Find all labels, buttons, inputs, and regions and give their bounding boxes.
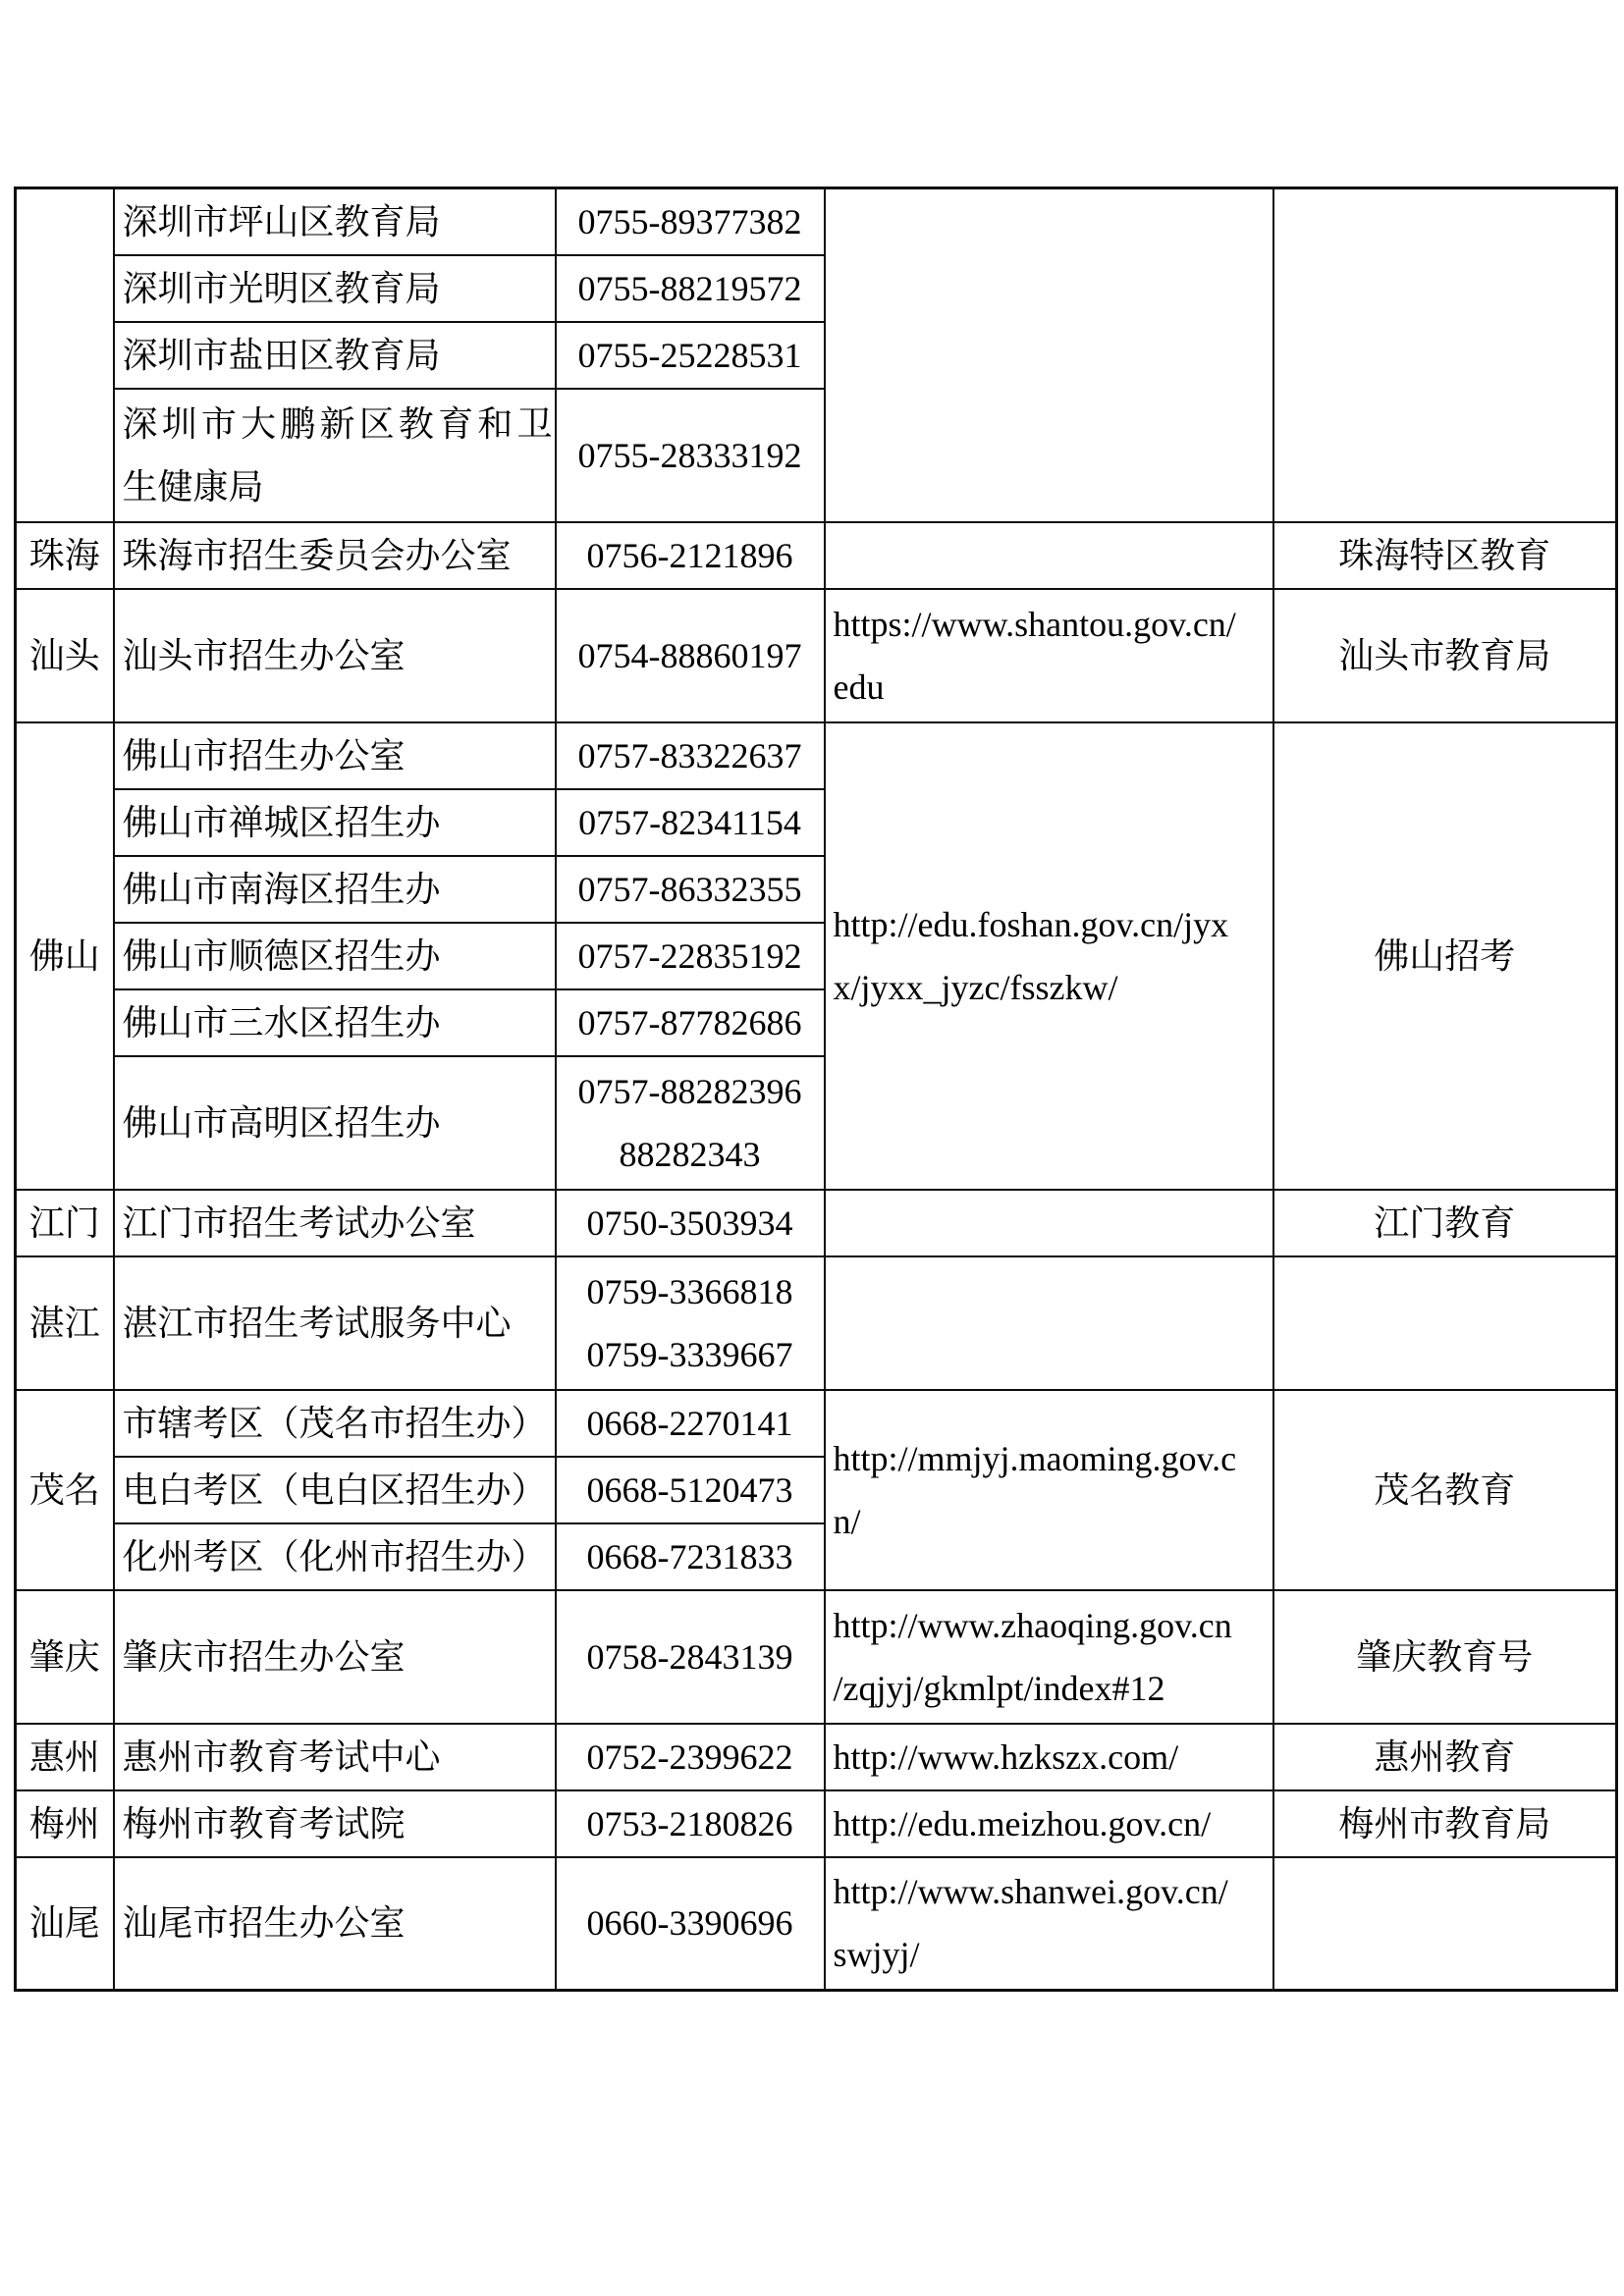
phone-cell: 0758-2843139 <box>556 1590 825 1724</box>
office-cell: 佛山市禅城区招生办 <box>114 789 556 856</box>
office-cell: 佛山市顺德区招生办 <box>114 923 556 989</box>
table-row <box>16 1190 1617 1256</box>
office-cell <box>114 389 556 522</box>
table-row <box>16 589 1617 722</box>
phone-cell: 0752-2399622 <box>556 1724 825 1790</box>
phone-cell: 0757-22835192 <box>556 923 825 989</box>
office-cell: 湛江市招生考试服务中心 <box>114 1256 556 1390</box>
office-cell: 化州考区（化州市招生办） <box>114 1523 556 1590</box>
name-cell: 惠州教育 <box>1273 1724 1617 1790</box>
cell-line: /zqjyj/gkmlpt/index#12 <box>833 1668 1165 1708</box>
table-row <box>16 1790 1617 1857</box>
cell-line: 深圳市大鹏新区教育和卫 <box>122 403 553 444</box>
name-cell: 佛山招考 <box>1273 722 1617 1190</box>
cell-line: 88282343 <box>619 1134 761 1174</box>
phone-cell: 0755-88219572 <box>556 255 825 322</box>
city-cell: 肇庆 <box>16 1590 114 1724</box>
office-cell: 肇庆市招生办公室 <box>114 1590 556 1724</box>
city-cell: 茂名 <box>16 1390 114 1590</box>
city-cell: 江门 <box>16 1190 114 1256</box>
cell-line: edu <box>833 667 885 707</box>
url-cell: http://www.hzkszx.com/ <box>825 1724 1273 1790</box>
name-cell <box>1273 1256 1617 1390</box>
url-cell: http://edu.meizhou.gov.cn/ <box>825 1790 1273 1857</box>
name-cell: 汕头市教育局 <box>1273 589 1617 722</box>
url-cell <box>825 1590 1273 1724</box>
name-cell: 茂名教育 <box>1273 1390 1617 1590</box>
cell-line: 0759-3366818 <box>586 1271 793 1311</box>
cell-line: https://www.shantou.gov.cn/ <box>833 604 1236 644</box>
cell-line: http://edu.foshan.gov.cn/jyx <box>833 904 1229 944</box>
name-cell: 珠海特区教育 <box>1273 522 1617 589</box>
phone-cell: 0757-86332355 <box>556 856 825 923</box>
phone-cell <box>556 1056 825 1190</box>
city-cell: 湛江 <box>16 1256 114 1390</box>
name-cell <box>1273 188 1617 522</box>
name-cell: 梅州市教育局 <box>1273 1790 1617 1857</box>
city-cell: 珠海 <box>16 522 114 589</box>
office-cell: 佛山市高明区招生办 <box>114 1056 556 1190</box>
table-row <box>16 1857 1617 1991</box>
office-cell: 汕头市招生办公室 <box>114 589 556 722</box>
phone-cell <box>556 1256 825 1390</box>
city-cell: 汕尾 <box>16 1857 114 1991</box>
phone-cell: 0753-2180826 <box>556 1790 825 1857</box>
cell-line: swjyj/ <box>833 1935 920 1975</box>
city-cell <box>16 188 114 522</box>
url-cell <box>825 1857 1273 1991</box>
contact-table-body <box>16 188 1617 1991</box>
office-cell: 佛山市南海区招生办 <box>114 856 556 923</box>
phone-cell: 0755-89377382 <box>556 188 825 255</box>
cell-line: http://www.shanwei.gov.cn/ <box>833 1872 1228 1912</box>
url-cell <box>825 589 1273 722</box>
name-cell: 肇庆教育号 <box>1273 1590 1617 1724</box>
cell-line: http://www.zhaoqing.gov.cn <box>833 1605 1232 1645</box>
phone-cell: 0756-2121896 <box>556 522 825 589</box>
phone-cell: 0757-83322637 <box>556 722 825 789</box>
phone-cell: 0757-87782686 <box>556 989 825 1056</box>
city-cell: 惠州 <box>16 1724 114 1790</box>
office-cell: 深圳市盐田区教育局 <box>114 322 556 389</box>
phone-cell: 0757-82341154 <box>556 789 825 856</box>
cell-line: 0757-88282396 <box>577 1071 802 1111</box>
phone-cell: 0754-88860197 <box>556 589 825 722</box>
office-cell: 深圳市光明区教育局 <box>114 255 556 322</box>
city-cell: 佛山 <box>16 722 114 1190</box>
cell-line: 生健康局 <box>122 466 264 507</box>
table-row <box>16 1256 1617 1390</box>
table-row <box>16 1590 1617 1724</box>
phone-cell: 0755-25228531 <box>556 322 825 389</box>
phone-cell: 0660-3390696 <box>556 1857 825 1991</box>
table-row <box>16 1724 1617 1790</box>
phone-cell: 0750-3503934 <box>556 1190 825 1256</box>
contact-table <box>14 187 1618 1992</box>
table-row <box>16 188 1617 255</box>
cell-line: http://mmjyj.maoming.gov.c <box>833 1438 1237 1478</box>
office-cell: 汕尾市招生办公室 <box>114 1857 556 1991</box>
url-cell <box>825 722 1273 1190</box>
office-cell: 深圳市坪山区教育局 <box>114 188 556 255</box>
office-cell: 梅州市教育考试院 <box>114 1790 556 1857</box>
office-cell: 佛山市招生办公室 <box>114 722 556 789</box>
office-cell: 佛山市三水区招生办 <box>114 989 556 1056</box>
table-row <box>16 522 1617 589</box>
url-cell <box>825 1256 1273 1390</box>
url-cell <box>825 522 1273 589</box>
phone-cell: 0755-28333192 <box>556 389 825 522</box>
city-cell: 梅州 <box>16 1790 114 1857</box>
url-cell <box>825 1190 1273 1256</box>
table-row <box>16 722 1617 789</box>
city-cell: 汕头 <box>16 589 114 722</box>
phone-cell: 0668-5120473 <box>556 1457 825 1523</box>
phone-cell: 0668-2270141 <box>556 1390 825 1457</box>
office-cell: 惠州市教育考试中心 <box>114 1724 556 1790</box>
phone-cell: 0668-7231833 <box>556 1523 825 1590</box>
cell-line: x/jyxx_jyzc/fsszkw/ <box>833 967 1118 1007</box>
url-cell <box>825 1390 1273 1590</box>
office-cell: 江门市招生考试办公室 <box>114 1190 556 1256</box>
office-cell: 电白考区（电白区招生办） <box>114 1457 556 1523</box>
name-cell: 江门教育 <box>1273 1190 1617 1256</box>
cell-line: 0759-3339667 <box>586 1334 793 1374</box>
url-cell <box>825 188 1273 522</box>
cell-line: n/ <box>833 1501 861 1541</box>
table-row <box>16 1390 1617 1457</box>
name-cell <box>1273 1857 1617 1991</box>
office-cell: 市辖考区（茂名市招生办） <box>114 1390 556 1457</box>
office-cell: 珠海市招生委员会办公室 <box>114 522 556 589</box>
